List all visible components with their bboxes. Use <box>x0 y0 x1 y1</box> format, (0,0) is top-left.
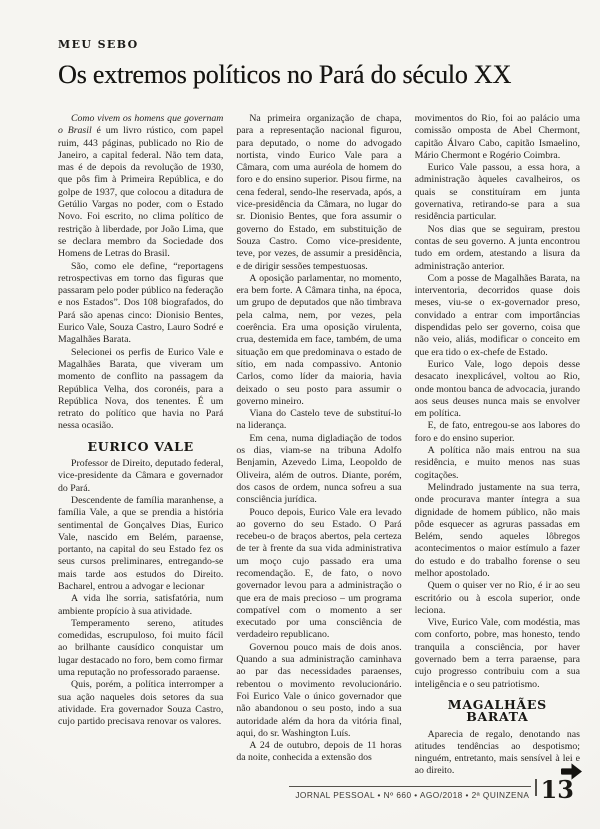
paragraph: Temperamento sereno, atitudes comedidas, escrupuloso, foi muito fácil ao brilhante causídico conquistar um lugar destacado no foro, bem como firmar uma reputação no professorado paraense. <box>58 617 224 679</box>
paragraph: Como vivem os homens que governam o Brasil é um livro rústico, com papel ruim, 443 páginas, publicado no Rio de Janeiro, a capital federal. Não tem data, mas é de depois da revolução de 1930, que pôs fim à Primeira República, e do golpe de 1937, que colocou a ditadura de Getúlio Vargas no poder, com o Estado Novo. Foi escrito, no clima político de restrição à liberdade, por João Lima, que se declara membro da Sociedade dos Homens de Letras do Brasil. <box>58 113 224 260</box>
section-kicker: MEU SEBO <box>58 38 139 51</box>
paragraph: Selecionei os perfis de Eurico Vale e Magalhães Barata, que viveram um momento de conflito na passagem da República Velha, dos coronéis, para a República Nova, dos tenentes. É um retrato do político que havia no Pará nessa ocasião. <box>58 346 224 432</box>
footer-divider <box>535 779 536 796</box>
section-heading: MAGALHÃES BARATA <box>447 696 547 725</box>
paragraph: Com a posse de Magalhães Barata, na interventoria, decorridos quase dois meses, viu-se o ex-governador preso, convidado a entrar com importâncias dispendidas pelo ser governo, coisa que não veio, aliás, modificar o conceito em que era tido o ex-chefe de Estado. <box>414 272 580 358</box>
paragraph: A oposição parlamentar, no momento, era bem forte. A Câmara tinha, na época, um grupo de deputados que não timbrava pela calma, nem, por vezes, pela coerência. Era uma oposição virulenta, crua, destemida em face, também, de uma situação em que predominava o estado de sítio, em nada compassivo. Antonio Carlos, como líder da maioria, havia deixado o seu posto para assumir o governo mineiro. <box>236 272 402 407</box>
column-3 <box>415 113 580 789</box>
paragraph: Quem o quiser ver no Rio, é ir ao seu escritório ou à escola superior, onde leciona. <box>414 580 580 616</box>
paragraph: A vida lhe sorria, satisfatória, num ambiente propício à sua atividade. <box>58 593 224 617</box>
paragraph: Governou pouco mais de dois anos. Quando a sua administração caminhava ao par das necessidades paraenses, rebentou o movimento revolucionário. Foi Eurico Vale o único governador que não abandonou o seu posto, indo a sua autoridade além da hora da vitória final, aqui, do sr. Washington Luís. <box>236 641 402 739</box>
paragraph: Professor de Direito, deputado federal, vice-presidente da Câmara e governador do Pará. <box>58 458 224 494</box>
column-1 <box>58 113 223 789</box>
masthead <box>58 38 580 90</box>
paragraph: Descendente de família maranhense, a família Vale, a que se prendia a história sentimental de Gonçalves Dias, Eurico Vale, nascido em Belém, paraense, portanto, na capital do seu Estado fez os seus cursos preliminares, entregando-se mais tarde aos estudos do Direito. Bacharel, entrou a advogar e lecionar <box>58 494 224 592</box>
column-2 <box>236 113 401 789</box>
paragraph: Em cena, numa digladiação de todos os dias, viam-se na tribuna Adolfo Benjamin, Azevedo Lima, Leopoldo de Oliveira, além de outros. Diante, porém, dos casos de ordem, nunca sofreu a sua consciência jurídica. <box>236 432 402 506</box>
journal-info: JORNAL PESSOAL • Nº 660 • AGO/2018 • 2ª QUINZENA <box>289 786 531 800</box>
section-heading: EURICO VALE <box>87 438 194 454</box>
paragraph: Melindrado justamente na sua terra, onde procurava manter íntegra a sua dignidade de homem público, não mais pôde esquecer as agruras passadas em Belém, sendo aqueles lôbregos acontecimentos o maior estímulo a fazer do estudo e do trabalho forense o seu melhor apostolado. <box>414 481 580 579</box>
paragraph: Pouco depois, Eurico Vale era levado ao governo do seu Estado. O Pará recebeu-o de braços abertos, pela certeza de ter à frente da sua vida administrativa um moço cujo passado era uma recomendação. E, de fato, o novo governador levou para a administração o que era de mais precioso – um programa compatível com o momento a ser executado por uma consciência de verdadeiro republicano. <box>236 506 402 641</box>
paragraph: Nos dias que se seguiram, prestou contas de seu governo. A junta encontrou tudo em ordem, atestando a lisura da administração anterior. <box>414 223 580 272</box>
paragraph: A 24 de outubro, depois de 11 horas da noite, conhecida a extensão dos <box>236 740 402 764</box>
paragraph: Eurico Vale, logo depois desse desacato inexplicável, voltou ao Rio, onde montou banca de advocacia, jurando aos seus deuses nunca mais se envolver em política. <box>414 358 580 420</box>
paragraph: São, como ele define, “reportagens retrospectivas em torno das figuras que passaram pelo poder público na federação e nos Estados”. Dos 108 biografados, do Pará são apenas cinco: Dionisio Bentes, Eurico Vale, Souza Castro, Lauro Sodré e Magalhães Barata. <box>58 260 224 346</box>
paragraph: A política não mais entrou na sua residência, e muito menos nas suas cogitações. <box>414 445 580 481</box>
page-number: 13 <box>540 775 574 804</box>
page-footer <box>289 775 574 804</box>
article-title: Os extremos políticos no Pará do século XX <box>58 60 512 89</box>
paragraph: Aparecia de regalo, denotando nas atitudes tendências ao despotismo; ninguém, entretanto, mais sensível à lei e ao direito. <box>414 728 580 777</box>
paragraph: E, de fato, entregou-se aos labores do foro e do ensino superior. <box>414 420 580 444</box>
paragraph: Vive, Eurico Vale, com modéstia, mas com conforto, pobre, mas honesto, tendo tranquila a consciência, por haver governado bem a terra paraense, para cujo progresso contribuiu com a sua inteligência e o seu patriotismo. <box>414 617 580 690</box>
paragraph: Quis, porém, a política interromper a sua ação naqueles dois setores da sua atividade. Era governador Souza Castro, cujo partido precisava renovar os valores. <box>58 679 224 728</box>
paragraph: Viana do Castelo teve de substituí-lo na liderança. <box>236 408 402 432</box>
paragraph: movimentos do Rio, foi ao palácio uma comissão omposta de Abel Chermont, capitão Álvaro Cabo, capitão Ismaelino, Mário Chermont e Rogério Coimbra. <box>414 113 580 161</box>
paragraph: Eurico Vale passou, a essa hora, a administração àqueles cavalheiros, os quais se constituíram em junta governativa, retirando-se para a sua residência particular. <box>414 162 580 223</box>
article-body <box>58 113 580 789</box>
paragraph: Na primeira organização de chapa, para a representação nacional figurou, para deputado, o nome do advogado nortista, vindo Eurico Vale para a Câmara, com uma auréola de homem do foro e do ensino superior. Pisou firme, na cena federal, sendo-lhe reservada, após, a vice-presidência da Câmara, no lugar do sr. Dionisio Bentes, que fora assumir o governo do Estado, em substituição de Souza Castro. Como vice-presidente, teve, por vezes, de assumir a presidência, e de dirigir sessões tempestuosas. <box>236 113 402 272</box>
